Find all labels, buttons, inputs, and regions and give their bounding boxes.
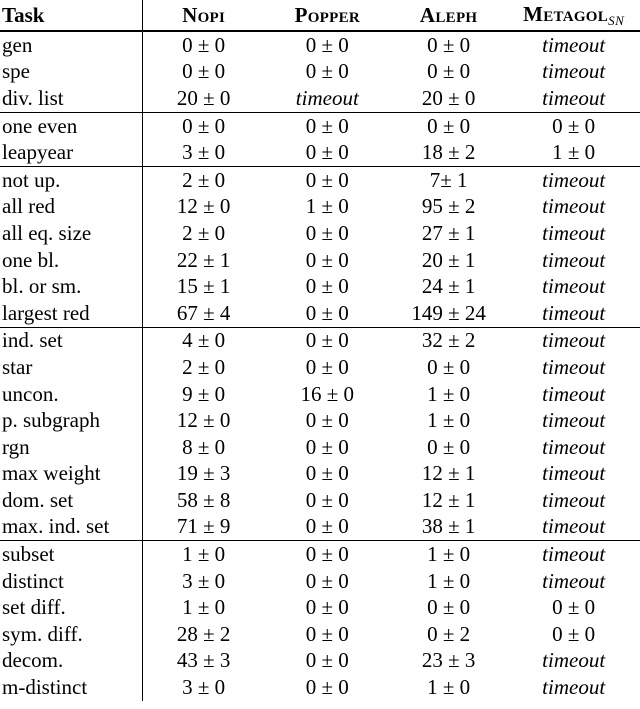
metagol-cell: timeout <box>542 514 606 539</box>
metagol-cell: timeout <box>542 274 606 299</box>
popper-cell: timeout <box>295 85 359 110</box>
aleph-cell: 95 ± 2 <box>421 194 476 219</box>
metagol-cell: timeout <box>542 408 606 433</box>
aleph-cell: 1 ± 0 <box>427 381 471 406</box>
nopi-cell: 12 ± 0 <box>176 194 231 219</box>
task-cell: gen <box>0 31 142 59</box>
nopi-cell: 43 ± 3 <box>176 648 231 673</box>
metagol-cell: timeout <box>542 675 606 700</box>
popper-cell: 0 ± 0 <box>305 595 349 620</box>
popper-cell: 0 ± 0 <box>305 354 349 379</box>
header-nopi: Nopi <box>182 2 226 27</box>
nopi-cell: 4 ± 0 <box>142 327 265 354</box>
header-row <box>0 0 640 31</box>
aleph-cell: 1 ± 0 <box>427 675 471 700</box>
aleph-cell: 1 ± 0 <box>427 568 471 593</box>
table-row <box>0 300 640 327</box>
table-row <box>0 434 640 461</box>
nopi-cell: 1 ± 0 <box>182 595 226 620</box>
aleph-cell: 32 ± 2 <box>390 327 507 354</box>
nopi-cell: 2 ± 0 <box>142 166 265 193</box>
nopi-cell: 3 ± 0 <box>182 140 226 165</box>
task-cell: div. list <box>0 85 142 112</box>
metagol-cell: timeout <box>542 220 606 245</box>
nopi-cell: 28 ± 2 <box>176 621 231 646</box>
popper-cell: 0 ± 0 <box>265 541 390 568</box>
popper-cell: 1 ± 0 <box>305 194 349 219</box>
metagol-cell: timeout <box>542 85 606 110</box>
aleph-cell: 38 ± 1 <box>421 514 476 539</box>
metagol-cell: 0 ± 0 <box>507 112 640 139</box>
nopi-cell: 0 ± 0 <box>182 32 226 57</box>
table-row <box>0 487 640 514</box>
task-cell: uncon. <box>0 381 142 408</box>
header-aleph: Aleph <box>419 2 478 27</box>
task-cell: spe <box>0 59 142 86</box>
task-cell: star <box>0 354 142 381</box>
table-row <box>0 327 640 354</box>
table-row <box>0 59 640 86</box>
nopi-cell: 8 ± 0 <box>182 434 226 459</box>
aleph-cell: 24 ± 1 <box>421 274 476 299</box>
popper-cell: 0 ± 0 <box>305 568 349 593</box>
aleph-cell: 27 ± 1 <box>421 220 476 245</box>
aleph-cell: 0 ± 0 <box>427 32 471 57</box>
aleph-cell: 0 ± 0 <box>390 112 507 139</box>
table-row <box>0 461 640 488</box>
popper-cell: 0 ± 0 <box>265 112 390 139</box>
task-cell: sym. diff. <box>0 621 142 648</box>
task-cell: ind. set <box>0 327 142 354</box>
aleph-cell: 20 ± 0 <box>421 85 476 110</box>
aleph-cell: 1 ± 0 <box>427 408 471 433</box>
header-metagol-subscript: SN <box>608 12 625 28</box>
table-row <box>0 31 640 59</box>
task-cell: one even <box>0 112 142 139</box>
nopi-cell: 0 ± 0 <box>182 59 226 84</box>
aleph-cell: 149 ± 24 <box>411 300 486 325</box>
table-row <box>0 139 640 166</box>
table-row <box>0 648 640 675</box>
nopi-cell: 67 ± 4 <box>176 300 231 325</box>
task-cell: dom. set <box>0 487 142 514</box>
popper-cell: 0 ± 0 <box>305 140 349 165</box>
metagol-cell: timeout <box>542 32 606 57</box>
task-cell: max. ind. set <box>0 514 142 541</box>
table-row <box>0 674 640 701</box>
task-cell: bl. or sm. <box>0 273 142 300</box>
table-row <box>0 568 640 595</box>
table-row <box>0 514 640 541</box>
popper-cell: 0 ± 0 <box>265 166 390 193</box>
metagol-cell: timeout <box>542 568 606 593</box>
aleph-cell: 12 ± 1 <box>421 487 476 512</box>
popper-cell: 0 ± 0 <box>305 621 349 646</box>
popper-cell: 0 ± 0 <box>305 675 349 700</box>
task-cell: not up. <box>0 166 142 193</box>
nopi-cell: 3 ± 0 <box>182 675 226 700</box>
metagol-cell: timeout <box>542 434 606 459</box>
metagol-cell: timeout <box>542 247 606 272</box>
popper-cell: 0 ± 0 <box>305 434 349 459</box>
nopi-cell: 19 ± 3 <box>176 461 231 486</box>
metagol-cell: 0 ± 0 <box>552 595 596 620</box>
popper-cell: 0 ± 0 <box>305 220 349 245</box>
nopi-cell: 3 ± 0 <box>182 568 226 593</box>
nopi-cell: 58 ± 8 <box>176 487 231 512</box>
table-row <box>0 247 640 274</box>
popper-cell: 16 ± 0 <box>300 381 355 406</box>
metagol-cell: timeout <box>542 648 606 673</box>
task-cell: rgn <box>0 434 142 461</box>
nopi-cell: 2 ± 0 <box>182 354 226 379</box>
nopi-cell: 22 ± 1 <box>176 247 231 272</box>
popper-cell: 0 ± 0 <box>305 514 349 539</box>
nopi-cell: 71 ± 9 <box>176 514 231 539</box>
nopi-cell: 20 ± 0 <box>176 85 231 110</box>
popper-cell: 0 ± 0 <box>305 300 349 325</box>
aleph-cell: 0 ± 0 <box>427 59 471 84</box>
task-cell: all eq. size <box>0 220 142 247</box>
table-row <box>0 194 640 221</box>
metagol-cell: 0 ± 0 <box>552 621 596 646</box>
nopi-cell: 15 ± 1 <box>176 274 231 299</box>
popper-cell: 0 ± 0 <box>305 59 349 84</box>
metagol-cell: 1 ± 0 <box>552 140 596 165</box>
aleph-cell: 1 ± 0 <box>390 541 507 568</box>
nopi-cell: 2 ± 0 <box>182 220 226 245</box>
table-row <box>0 594 640 621</box>
task-cell: max weight <box>0 461 142 488</box>
aleph-cell: 23 ± 3 <box>421 648 476 673</box>
table-row <box>0 621 640 648</box>
metagol-cell: timeout <box>542 59 606 84</box>
popper-cell: 0 ± 0 <box>265 327 390 354</box>
task-cell: decom. <box>0 648 142 675</box>
aleph-cell: 0 ± 0 <box>427 595 471 620</box>
table-row <box>0 220 640 247</box>
task-cell: all red <box>0 194 142 221</box>
table-row <box>0 85 640 112</box>
nopi-cell: 12 ± 0 <box>176 408 231 433</box>
aleph-cell: 0 ± 0 <box>427 354 471 379</box>
aleph-cell: 12 ± 1 <box>421 461 476 486</box>
aleph-cell: 0 ± 0 <box>427 434 471 459</box>
metagol-cell: timeout <box>542 300 606 325</box>
popper-cell: 0 ± 0 <box>305 461 349 486</box>
metagol-cell: timeout <box>542 461 606 486</box>
table-row <box>0 381 640 408</box>
metagol-cell: timeout <box>542 194 606 219</box>
task-cell: leapyear <box>0 139 142 166</box>
header-popper: Popper <box>294 2 361 27</box>
table-header <box>0 0 640 31</box>
table-row <box>0 407 640 434</box>
popper-cell: 0 ± 0 <box>305 32 349 57</box>
metagol-cell: timeout <box>507 541 640 568</box>
task-cell: distinct <box>0 568 142 595</box>
task-cell: largest red <box>0 300 142 327</box>
metagol-cell: timeout <box>507 166 640 193</box>
popper-cell: 0 ± 0 <box>305 487 349 512</box>
metagol-cell: timeout <box>507 327 640 354</box>
table-row <box>0 541 640 568</box>
popper-cell: 0 ± 0 <box>305 648 349 673</box>
popper-cell: 0 ± 0 <box>305 408 349 433</box>
task-cell: p. subgraph <box>0 407 142 434</box>
metagol-cell: timeout <box>542 381 606 406</box>
metagol-cell: timeout <box>542 354 606 379</box>
header-task: Task <box>0 0 142 31</box>
table-row <box>0 354 640 381</box>
nopi-cell: 1 ± 0 <box>142 541 265 568</box>
header-metagol: Metagol <box>523 1 609 26</box>
aleph-cell: 20 ± 1 <box>421 247 476 272</box>
aleph-cell: 18 ± 2 <box>421 140 476 165</box>
task-cell: set diff. <box>0 594 142 621</box>
popper-cell: 0 ± 0 <box>305 274 349 299</box>
table-row <box>0 112 640 139</box>
task-cell: subset <box>0 541 142 568</box>
popper-cell: 0 ± 0 <box>305 247 349 272</box>
task-cell: one bl. <box>0 247 142 274</box>
aleph-cell: 7± 1 <box>390 166 507 193</box>
nopi-cell: 0 ± 0 <box>142 112 265 139</box>
table-body <box>0 31 640 701</box>
nopi-cell: 9 ± 0 <box>182 381 226 406</box>
table-row <box>0 273 640 300</box>
metagol-cell: timeout <box>542 487 606 512</box>
aleph-cell: 0 ± 2 <box>427 621 471 646</box>
task-cell: m-distinct <box>0 674 142 701</box>
table-row <box>0 166 640 193</box>
